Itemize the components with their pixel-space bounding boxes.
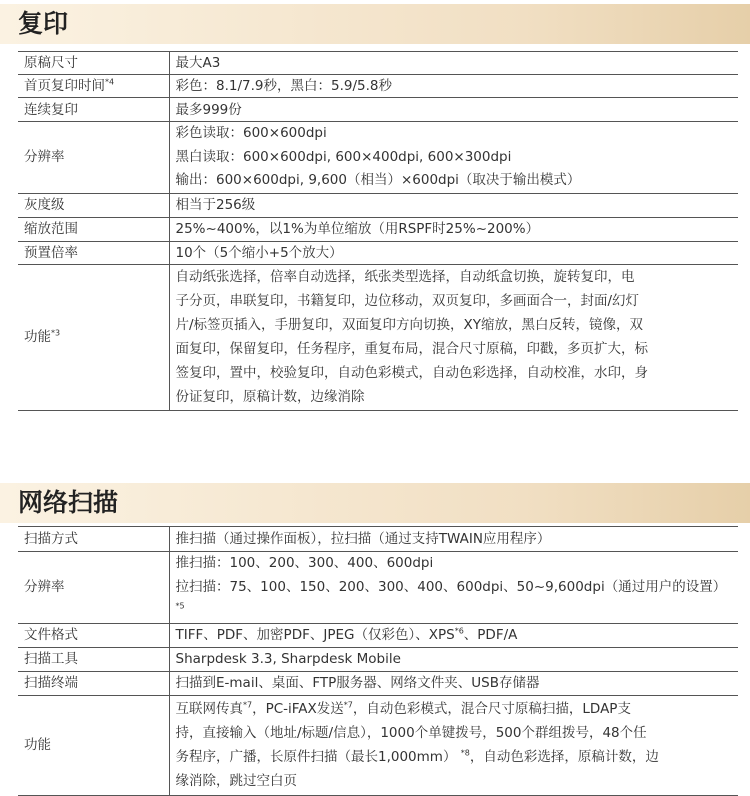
value-text: 、PDF/A xyxy=(463,627,518,643)
row-label xyxy=(18,75,169,98)
row-value xyxy=(169,122,738,194)
value-text: 务程序，广播，长原件扫描（最长1,000mm） xyxy=(175,749,457,765)
footnote-mark: *3 xyxy=(51,328,61,338)
footnote-mark: *7 xyxy=(343,700,353,710)
row-value: 25%~400%，以1%为单位缩放（用RSPF时25%~200%） xyxy=(169,217,738,241)
row-label: 功能 xyxy=(18,695,169,795)
value-text: TIFF、PDF、加密PDF、JPEG（仅彩色）、XPS xyxy=(175,627,455,643)
value-line: 签复印，置中，校验复印，自动色彩模式，自动色彩选择，自动校准，水印，身 xyxy=(175,365,648,381)
footnote-mark: *8 xyxy=(460,748,470,758)
row-value xyxy=(169,264,738,410)
footnote-mark: *6 xyxy=(454,626,464,636)
scan-spec-table xyxy=(18,526,738,796)
value-line: 持，直接输入（地址/标题/信息），1000个单键拨号，500个群组拨号，48个任 xyxy=(175,725,647,741)
table-row xyxy=(18,552,738,624)
footnote-mark: *4 xyxy=(105,77,115,87)
scan-section xyxy=(0,483,750,796)
copy-section xyxy=(0,4,750,411)
table-row xyxy=(18,527,738,552)
row-label: 扫描工具 xyxy=(18,647,169,671)
value-line: 子分页，串联复印，书籍复印，边位移动，双页复印，多画面合一，封面/幻灯 xyxy=(175,293,640,309)
value-line xyxy=(176,745,733,769)
table-row xyxy=(18,647,738,671)
row-value: Sharpdesk 3.3, Sharpdesk Mobile xyxy=(169,647,738,671)
table-row xyxy=(18,52,738,75)
value-line: 推扫描：100、200、300、400、600dpi xyxy=(175,555,434,571)
value-text: ，自动色彩模式，混合尺寸原稿扫描，LDAP支 xyxy=(352,701,631,717)
row-label: 扫描方式 xyxy=(18,527,169,552)
footnote-mark: *5 xyxy=(175,601,185,611)
table-row xyxy=(18,193,738,217)
row-value: 彩色：8.1/7.9秒，黑白：5.9/5.8秒 xyxy=(169,75,738,98)
value-line: 缘消除，跳过空白页 xyxy=(175,773,297,789)
value-text: ，PC-iFAX发送 xyxy=(252,701,344,717)
footnote-mark: *7 xyxy=(243,700,253,710)
row-label: 连续复印 xyxy=(18,98,169,122)
value-line xyxy=(176,576,733,623)
table-row xyxy=(18,695,738,795)
table-row xyxy=(18,98,738,122)
value-text: ，自动色彩选择，原稿计数，边 xyxy=(469,749,659,765)
value-line: 面复印，保留复印，任务程序，重复布局，混合尺寸原稿，印戳，多页扩大，标 xyxy=(175,341,648,357)
row-value: 最多999份 xyxy=(169,98,738,122)
row-label: 原稿尺寸 xyxy=(18,52,169,75)
label-text: 功能 xyxy=(24,329,51,345)
row-label: 缩放范围 xyxy=(18,217,169,241)
row-value xyxy=(169,695,738,795)
row-label: 分辨率 xyxy=(18,122,169,194)
row-value: 相当于256级 xyxy=(169,193,738,217)
label-text: 首页复印时间 xyxy=(24,78,105,94)
copy-section-title: 复印 xyxy=(0,4,750,44)
value-line: 份证复印，原稿计数，边缘消除 xyxy=(175,389,365,405)
row-value: 最大A3 xyxy=(169,52,738,75)
row-label: 文件格式 xyxy=(18,623,169,647)
copy-spec-table xyxy=(18,51,738,411)
value-text: 互联网传真 xyxy=(175,701,243,717)
table-row xyxy=(18,623,738,647)
table-row xyxy=(18,122,738,194)
value-line: 输出：600×600dpi, 9,600（相当）×600dpi（取决于输出模式） xyxy=(175,172,581,188)
row-value xyxy=(169,623,738,647)
row-label: 扫描终端 xyxy=(18,671,169,695)
value-line: 自动纸张选择，倍率自动选择，纸张类型选择，自动纸盒切换，旋转复印，电 xyxy=(175,269,635,285)
table-row xyxy=(18,671,738,695)
value-line xyxy=(176,697,733,721)
value-line: 黑白读取：600×600dpi, 600×400dpi, 600×300dpi xyxy=(175,148,512,165)
row-label: 灰度级 xyxy=(18,193,169,217)
row-label: 预置倍率 xyxy=(18,241,169,264)
table-row xyxy=(18,264,738,410)
table-row xyxy=(18,217,738,241)
row-value xyxy=(169,552,738,624)
table-row xyxy=(18,75,738,98)
value-line: 彩色读取：600×600dpi xyxy=(175,125,327,141)
table-row xyxy=(18,241,738,264)
value-text: 拉扫描：75、100、150、200、300、400、600dpi、50~9,600dpi（通过用户的设置） xyxy=(175,578,727,595)
scan-section-title: 网络扫描 xyxy=(0,483,750,523)
row-label xyxy=(18,264,169,410)
row-value: 10个（5个缩小+5个放大） xyxy=(169,241,738,264)
row-label: 分辨率 xyxy=(18,552,169,624)
row-value: 扫描到E-mail、桌面、FTP服务器、网络文件夹、USB存储器 xyxy=(169,671,738,695)
value-line: 片/标签页插入，手册复印，双面复印方向切换，XY缩放，黑白反转，镜像，双 xyxy=(175,317,644,333)
row-value: 推扫描（通过操作面板），拉扫描（通过支持TWAIN应用程序） xyxy=(169,527,738,552)
